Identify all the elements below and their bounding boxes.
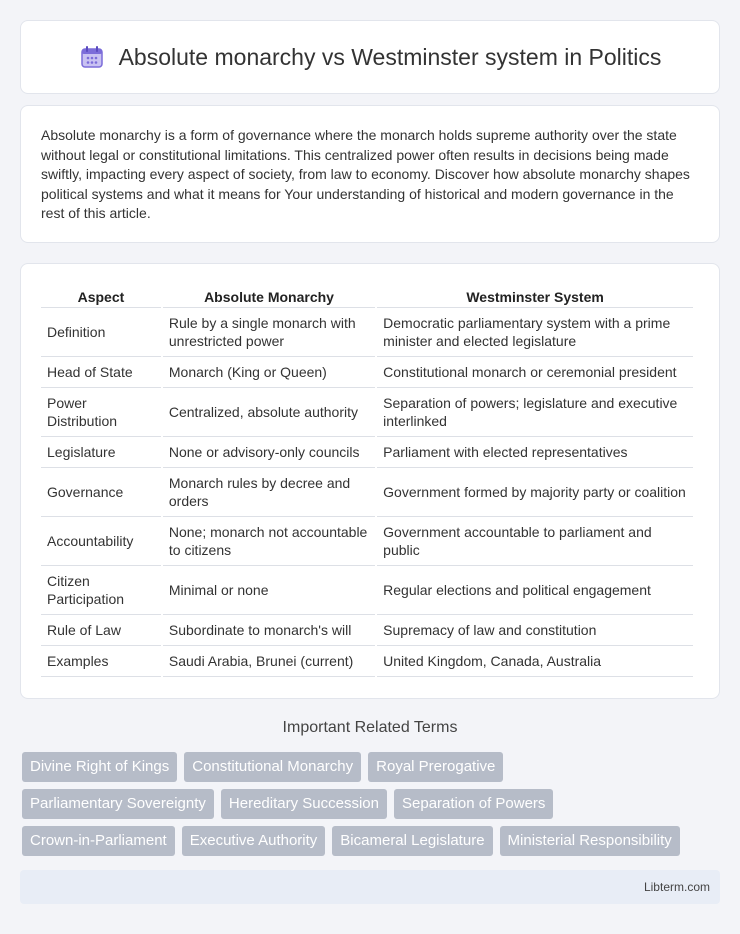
- cell-absolute: None or advisory-only councils: [163, 437, 375, 468]
- table-row: [41, 566, 693, 615]
- cell-absolute: Rule by a single monarch with unrestricted power: [163, 308, 375, 357]
- related-terms: [22, 752, 722, 863]
- footer: [20, 870, 720, 904]
- header-absolute-monarchy: Absolute Monarchy: [163, 286, 375, 308]
- tag-hereditary-succession[interactable]: Hereditary Succession: [221, 789, 387, 819]
- cell-westminster: Separation of powers; legislature and executive interlinked: [377, 388, 693, 437]
- cell-absolute: Saudi Arabia, Brunei (current): [163, 646, 375, 677]
- footer-site-link[interactable]: Libterm.com: [643, 880, 710, 894]
- cell-westminster: Supremacy of law and constitution: [377, 615, 693, 646]
- table-row: [41, 308, 693, 357]
- tag-separation-of-powers[interactable]: Separation of Powers: [394, 789, 553, 819]
- header-aspect: Aspect: [41, 286, 161, 308]
- tag-bicameral-legislature[interactable]: Bicameral Legislature: [332, 826, 492, 856]
- table-row: [41, 468, 693, 517]
- cell-absolute: Centralized, absolute authority: [163, 388, 375, 437]
- header-westminster-system: Westminster System: [377, 286, 693, 308]
- cell-aspect: Accountability: [41, 517, 161, 566]
- cell-westminster: Regular elections and political engagement: [377, 566, 693, 615]
- cell-aspect: Head of State: [41, 357, 161, 388]
- cell-absolute: Subordinate to monarch's will: [163, 615, 375, 646]
- cell-westminster: Parliament with elected representatives: [377, 437, 693, 468]
- page-title: Absolute monarchy vs Westminster system in Politics: [118, 43, 662, 70]
- comparison-card: [20, 263, 720, 699]
- title-card: [20, 20, 720, 94]
- table-row: [41, 646, 693, 677]
- cell-westminster: Government formed by majority party or coalition: [377, 468, 693, 517]
- cell-absolute: Minimal or none: [163, 566, 375, 615]
- cell-aspect: Governance: [41, 468, 161, 517]
- cell-aspect: Definition: [41, 308, 161, 357]
- calendar-icon: [79, 44, 105, 70]
- tag-row: [22, 752, 722, 782]
- cell-westminster: United Kingdom, Canada, Australia: [377, 646, 693, 677]
- cell-aspect: Examples: [41, 646, 161, 677]
- tag-divine-right-of-kings[interactable]: Divine Right of Kings: [22, 752, 177, 782]
- table-row: [41, 437, 693, 468]
- cell-absolute: Monarch rules by decree and orders: [163, 468, 375, 517]
- tag-royal-prerogative[interactable]: Royal Prerogative: [368, 752, 503, 782]
- table-row: [41, 388, 693, 437]
- cell-absolute: Monarch (King or Queen): [163, 357, 375, 388]
- table-row: [41, 517, 693, 566]
- cell-westminster: Constitutional monarch or ceremonial president: [377, 357, 693, 388]
- tag-row: [22, 826, 722, 856]
- comparison-table: [39, 286, 695, 677]
- cell-aspect: Rule of Law: [41, 615, 161, 646]
- tag-crown-in-parliament[interactable]: Crown-in-Parliament: [22, 826, 175, 856]
- tag-row: [22, 789, 722, 819]
- cell-westminster: Government accountable to parliament and public: [377, 517, 693, 566]
- cell-westminster: Democratic parliamentary system with a prime minister and elected legislature: [377, 308, 693, 357]
- table-row: [41, 357, 693, 388]
- cell-aspect: Citizen Participation: [41, 566, 161, 615]
- tag-executive-authority[interactable]: Executive Authority: [182, 826, 326, 856]
- cell-aspect: Legislature: [41, 437, 161, 468]
- cell-absolute: None; monarch not accountable to citizens: [163, 517, 375, 566]
- intro-text: Absolute monarchy is a form of governance where the monarch holds supreme authority over the state without legal or constitutional limitations. This centralized power often results in decisions being made swiftly, impacting every aspect of society, from law to economy. Discover how absolute monarchy shapes political systems and what it means for Your understanding of historical and modern governance in the rest of this article.: [41, 127, 690, 221]
- tag-constitutional-monarchy[interactable]: Constitutional Monarchy: [184, 752, 361, 782]
- table-row: [41, 615, 693, 646]
- tag-ministerial-responsibility[interactable]: Ministerial Responsibility: [500, 826, 680, 856]
- intro-card: [20, 105, 720, 243]
- cell-aspect: Power Distribution: [41, 388, 161, 437]
- related-terms-title: Important Related Terms: [282, 719, 458, 736]
- tag-parliamentary-sovereignty[interactable]: Parliamentary Sovereignty: [22, 789, 214, 819]
